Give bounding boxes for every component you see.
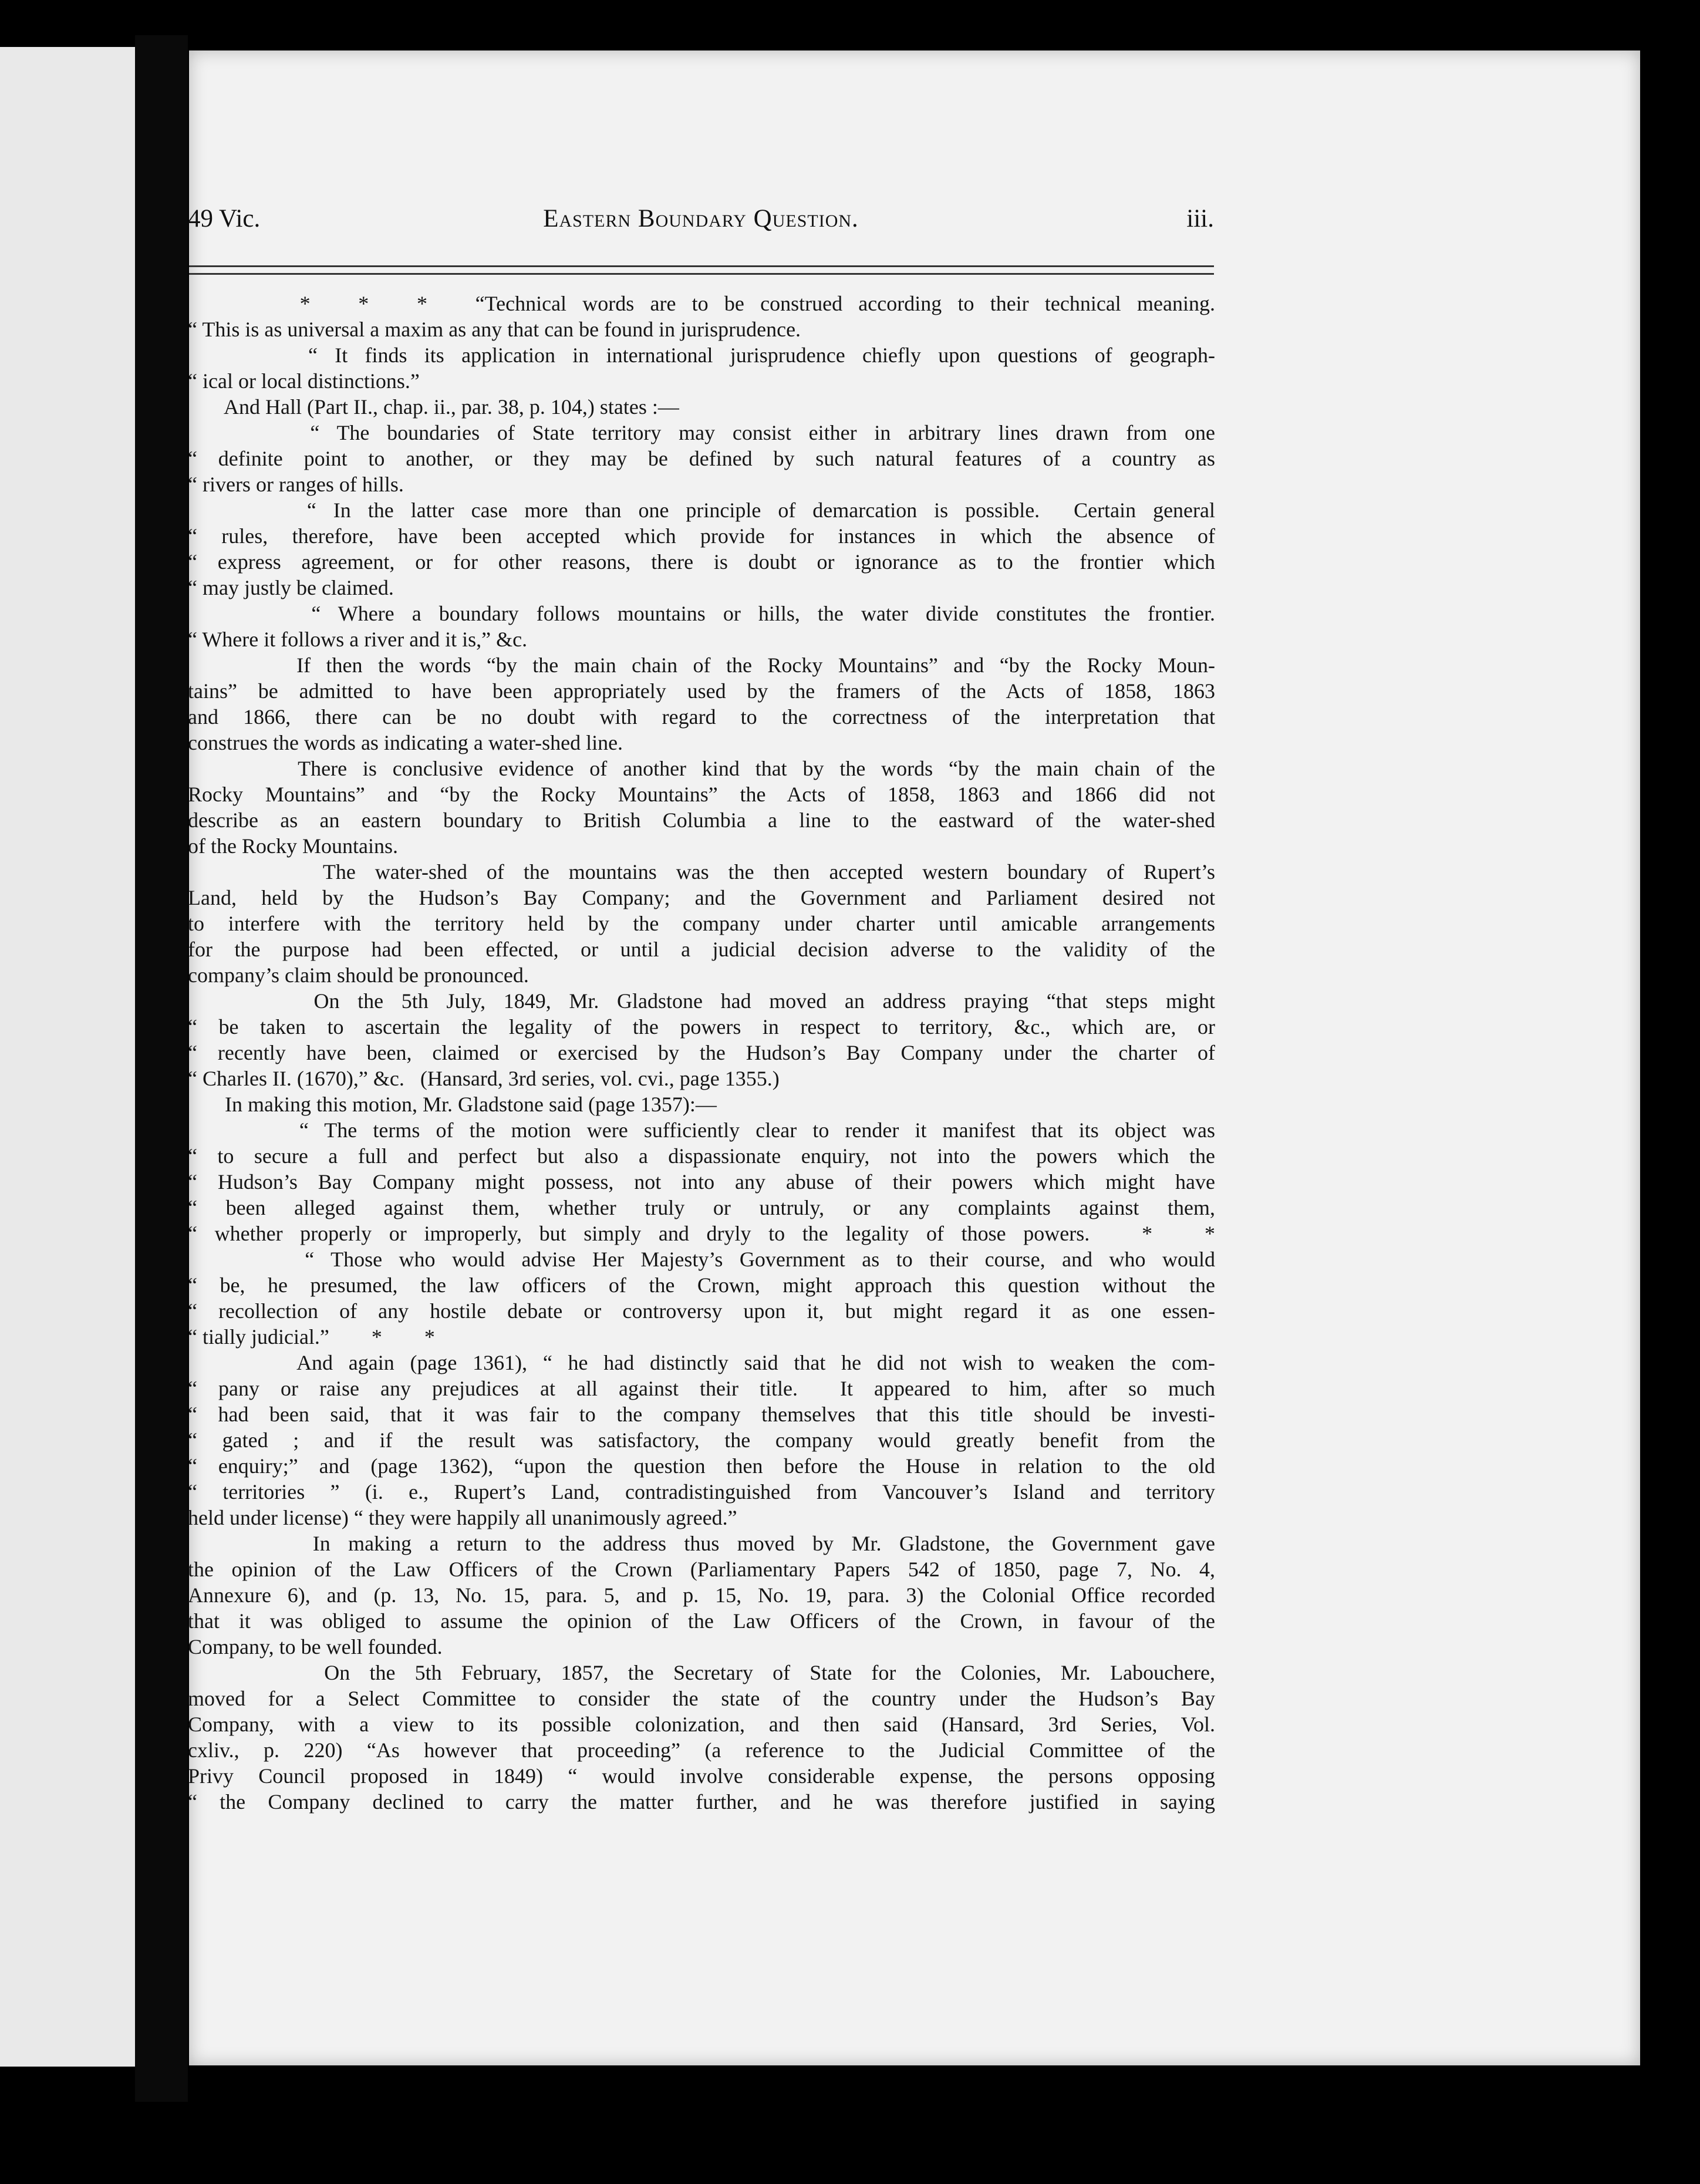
- text-line: “ rules, therefore, have been accepted which provide for instances in which the absence of: [188, 524, 1215, 548]
- text-line: “ express agreement, or for other reasons, there is doubt or ignorance as to the frontier which: [188, 550, 1215, 574]
- text-line: “ It finds its application in international jurisprudence chiefly upon questions of geograph-: [188, 343, 1215, 367]
- text-line: “ Hudson’s Bay Company might possess, not into any abuse of their powers which might have: [188, 1170, 1215, 1194]
- text-line: “ may justly be claimed.: [188, 576, 394, 599]
- text-line: “ definite point to another, or they may be defined by such natural features of a country as: [188, 447, 1215, 470]
- text-line: “ recently have been, claimed or exercised by the Hudson’s Bay Company under the charter of: [188, 1041, 1215, 1064]
- text-line: that it was obliged to assume the opinion of the Law Officers of the Crown, in favour of the: [188, 1609, 1215, 1633]
- text-line: Annexure 6), and (p. 13, No. 15, para. 5, and p. 15, No. 19, para. 3) the Colonial Office recorded: [188, 1583, 1215, 1607]
- text-line: held under license) “ they were happily all unanimously agreed.”: [188, 1506, 737, 1529]
- text-line: And again (page 1361), “ he had distinctly said that he did not wish to weaken the com-: [188, 1351, 1215, 1374]
- text-line: There is conclusive evidence of another kind that by the words “by the main chain of the: [188, 757, 1215, 780]
- text-line: Privy Council proposed in 1849) “ would involve considerable expense, the persons opposing: [188, 1764, 1215, 1788]
- text-line: “ Where it follows a river and it is,” &c.: [188, 628, 528, 651]
- text-line: “ Where a boundary follows mountains or hills, the water divide constitutes the frontier.: [188, 602, 1215, 625]
- text-line: “ tially judicial.” * *: [188, 1325, 435, 1349]
- text-line: “ to secure a full and perfect but also a dispassionate enquiry, not into the powers which the: [188, 1144, 1215, 1168]
- text-line: company’s claim should be pronounced.: [188, 963, 529, 987]
- text-line: Rocky Mountains” and “by the Rocky Mountains” the Acts of 1858, 1863 and 1866 did not: [188, 783, 1215, 806]
- text-line: “ pany or raise any prejudices at all against their title. It appeared to him, after so much: [188, 1377, 1215, 1400]
- text-line: On the 5th July, 1849, Mr. Gladstone had moved an address praying “that steps might: [188, 989, 1215, 1013]
- text-line: In making a return to the address thus moved by Mr. Gladstone, the Government gave: [188, 1532, 1215, 1555]
- header-regnal-year: 49 Vic.: [188, 205, 261, 232]
- text-line: “ Those who would advise Her Majesty’s Government as to their course, and who would: [188, 1248, 1215, 1271]
- text-line: “ In the latter case more than one principle of demarcation is possible. Certain general: [188, 498, 1215, 522]
- text-line: of the Rocky Mountains.: [188, 834, 398, 858]
- text-line: tains” be admitted to have been appropriately used by the framers of the Acts of 1858, 1863: [188, 679, 1215, 703]
- text-line: “ recollection of any hostile debate or controversy upon it, but might regard it as one essen-: [188, 1299, 1215, 1323]
- text-line: “ been alleged against them, whether truly or untruly, or any complaints against them,: [188, 1196, 1215, 1219]
- text-line: the opinion of the Law Officers of the Crown (Parliamentary Papers 542 of 1850, page 7, No. 4,: [188, 1558, 1215, 1581]
- text-line: “ whether properly or improperly, but simply and dryly to the legality of those powers. * *: [188, 1222, 1215, 1245]
- text-line: “ enquiry;” and (page 1362), “upon the question then before the House in relation to the old: [188, 1454, 1215, 1478]
- text-line: * * * “Technical words are to be construed according to their technical meaning.: [188, 292, 1215, 315]
- text-line: Company, with a view to its possible colonization, and then said (Hansard, 3rd Series, Vol.: [188, 1713, 1215, 1736]
- text-line: “ This is as universal a maxim as any that can be found in jurisprudence.: [188, 318, 801, 341]
- header-double-rule: [189, 265, 1214, 275]
- text-line: “ rivers or ranges of hills.: [188, 473, 404, 496]
- text-line: “ be taken to ascertain the legality of the powers in respect to territory, &c., which are, or: [188, 1015, 1215, 1039]
- text-line: “ had been said, that it was fair to the company themselves that this title should be investi-: [188, 1403, 1215, 1426]
- text-line: describe as an eastern boundary to British Columbia a line to the eastward of the water-shed: [188, 808, 1215, 832]
- scan-gutter: [135, 35, 188, 2102]
- header-page-number: iii.: [1186, 205, 1214, 232]
- text-line: “ Charles II. (1670),” &c. (Hansard, 3rd series, vol. cvi., page 1355.): [188, 1067, 780, 1090]
- text-line: In making this motion, Mr. Gladstone said (page 1357):—: [188, 1093, 717, 1116]
- text-line: The water-shed of the mountains was the then accepted western boundary of Rupert’s: [188, 860, 1215, 884]
- text-line: “ territories ” (i. e., Rupert’s Land, contradistinguished from Vancouver’s Island and territory: [188, 1480, 1215, 1504]
- text-line: construes the words as indicating a water-shed line.: [188, 731, 623, 754]
- text-line: moved for a Select Committee to consider the state of the country under the Hudson’s Bay: [188, 1687, 1215, 1710]
- text-line: On the 5th February, 1857, the Secretary of State for the Colonies, Mr. Labouchere,: [188, 1661, 1215, 1684]
- text-line: to interfere with the territory held by the company under charter until amicable arrangements: [188, 912, 1215, 935]
- text-line: “ be, he presumed, the law officers of the Crown, might approach this question without the: [188, 1273, 1215, 1297]
- text-line: If then the words “by the main chain of the Rocky Mountains” and “by the Rocky Moun-: [188, 653, 1215, 677]
- text-line: cxliv., p. 220) “As however that proceeding” (a reference to the Judicial Committee of the: [188, 1738, 1215, 1762]
- running-header: [188, 204, 1214, 251]
- text-line: “ The boundaries of State territory may consist either in arbitrary lines drawn from one: [188, 421, 1215, 444]
- text-line: And Hall (Part II., chap. ii., par. 38, p. 104,) states :—: [188, 395, 679, 419]
- text-line: and 1866, there can be no doubt with regard to the correctness of the interpretation that: [188, 705, 1215, 729]
- text-line: “ gated ; and if the result was satisfactory, the company would greatly benefit from the: [188, 1428, 1215, 1452]
- body-text: [188, 291, 1215, 1815]
- text-line: Land, held by the Hudson’s Bay Company; and the Government and Parliament desired not: [188, 886, 1215, 909]
- text-line: for the purpose had been effected, or until a judicial decision adverse to the validity of the: [188, 938, 1215, 961]
- text-line: “ The terms of the motion were sufficiently clear to render it manifest that its object was: [188, 1118, 1215, 1142]
- text-line: “ the Company declined to carry the matter further, and he was therefore justified in saying: [188, 1790, 1215, 1814]
- header-title: Eastern Boundary Question.: [543, 205, 859, 232]
- text-line: Company, to be well founded.: [188, 1635, 443, 1659]
- text-line: “ ical or local distinctions.”: [188, 369, 420, 393]
